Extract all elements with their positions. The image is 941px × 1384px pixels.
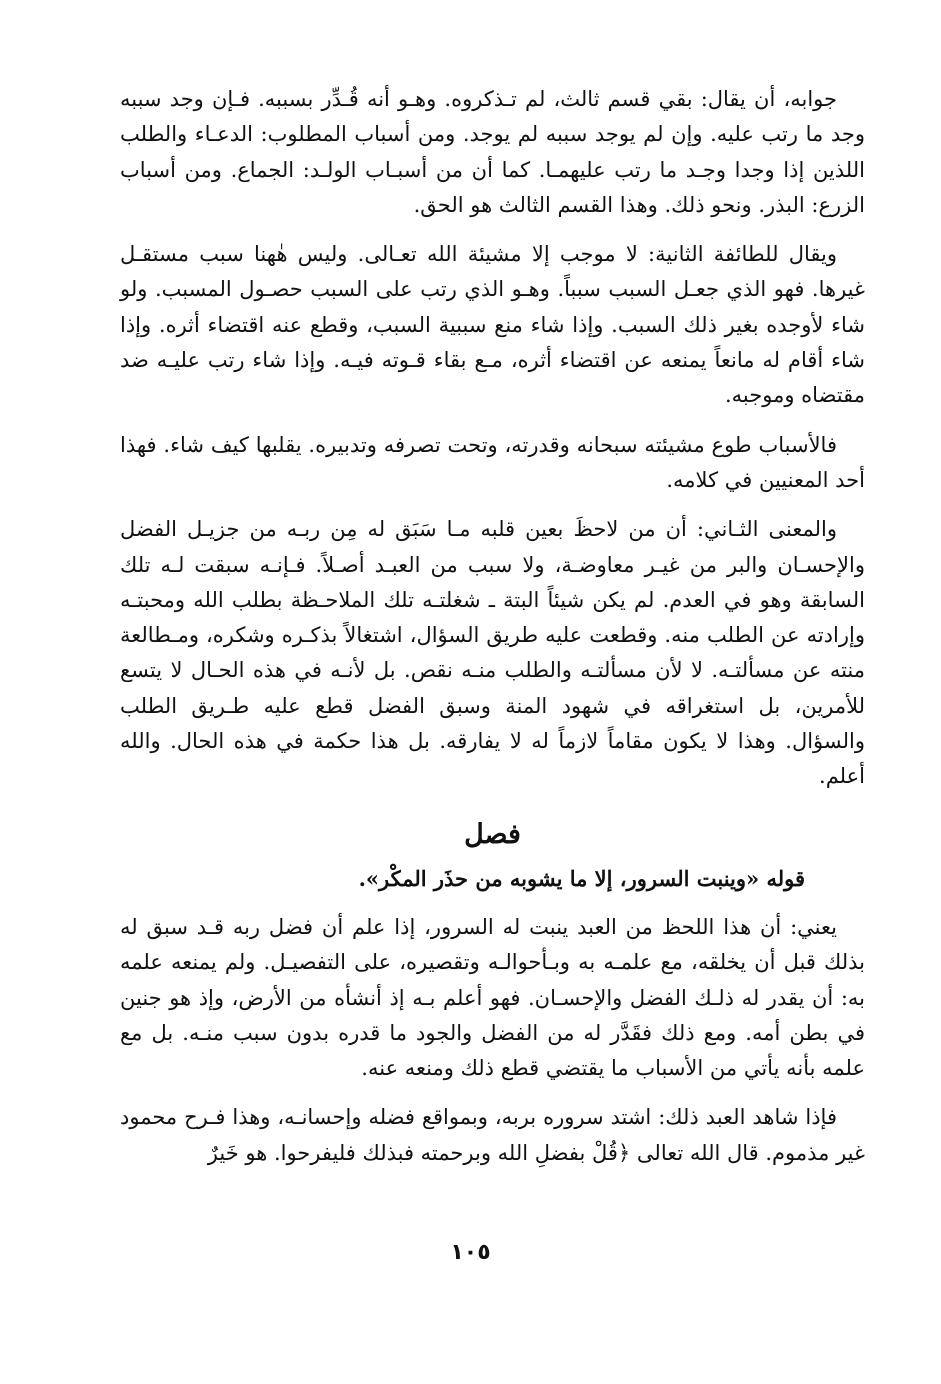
section-quote: قوله «وينبت السرور، إلا ما يشوبه من حذَر المكْر». <box>358 865 805 891</box>
section-heading: فصل <box>464 818 521 850</box>
document-page <box>120 82 865 1185</box>
paragraph-causes: فالأسباب طوع مشيئته سبحانه وقدرته، وتحت تصرفه وتدبيره. يقلبها كيف شاء. فهذا أحد المعنيين في كلامه. <box>120 432 865 492</box>
paragraph-second-meaning: والمعنى الثـاني: أن من لاحظَ بعين قلبه مـا سَبَق له مِن ربـه من جزيـل الفضل والإحسـان والبر من غيـر معاوضـة، ولا سبب من العبـد أصـلاً. فـإنـه سبقت لـه تلك السابقة وهو في العدم. لم يكن شيئاً البتة ـ شغلتـه تلك الملاحـظة بطلب الله ومحبتـه وإرادته عن الطلب منه. وقطعت عليه طريق السؤال، اشتغالاً بذكـره وشكره، ومـطالعة منته عن مسألتـه. لا لأن مسألتـه والطلب منـه نقص. بل لأنـه في هذه الحـال لا يتسع للأمرين، بل استغراقه في شهود المنة وسبق الفضل قطع عليه طـريق الطلب والسؤال. وهذا لا يكون مقاماً لازماً له لا يفارقه. بل هذا حكمة في هذه الحال. والله أعلم. <box>120 517 865 789</box>
page-number: ١٠٥ <box>450 1240 491 1265</box>
paragraph-answer: جوابه، أن يقال: بقي قسم ثالث، لم تـذكروه. وهـو أنه قُـدِّر بسببه. فـإن وجد سببه وجد ما رتب عليه. وإن لم يوجد سببه لم يوجد. ومن أسباب المطلوب: الدعـاء والطلب اللذين إذا وجدا وجـد ما رتب عليهمـا. كما أن من أسبـاب الولـد: الجماع. ومن أسباب الزرع: البذر. ونحو ذلك. وهذا القسم الثالث هو الحق. <box>120 87 865 217</box>
paragraph-explanation: يعني: أن هذا اللحظ من العبد ينبت له السرور، إذا علم أن فضل ربه قـد سبق له بذلك قبل أن يخلقه، مع علمـه به وبـأحوالـه وتقصيره، على التفصيـل. ولم يمنعه علمه به: أن يقدر له ذلـك الفضل والإحسـان. فهو أعلم بـه إذ أنشأه من الأرض، وإذ هو جنين في بطن أمه. ومع ذلك فقَدَّر له من الفضل والجود ما قدره بدون سبب منـه. بل مع علمه بأنه يأتي من الأسباب ما يقتضي قطع ذلك ومنعه عنه. <box>120 914 865 1081</box>
paragraph-joy: فإذا شاهد العبد ذلك: اشتد سروره بربه، وبمواقع فضله وإحسانـه، وهذا فـرح محمود غير مذموم. قال الله تعالى ﴿قُلْ بفضلِ الله وبرحمته فبذلك فليفرحوا. هو خَيرٌ <box>120 1105 865 1165</box>
paragraph-second-group: ويقال للطائفة الثانية: لا موجب إلا مشيئة الله تعـالى. وليس هٰهنا سبب مستقـل غيرها. فهو الذي جعـل السبب سبباً. وهـو الذي رتب على السبب حصـول المسبب. ولو شاء لأوجده بغير ذلك السبب. وإذا شاء منع سببية السبب، وقطع عنه اقتضاء أثره. وإذا شاء أقام له مانعاً يمنعه عن اقتضاء أثره، مـع بقاء قـوته فيـه. وإذا شاء رتب عليـه ضد مقتضاه وموجبه. <box>120 242 865 408</box>
